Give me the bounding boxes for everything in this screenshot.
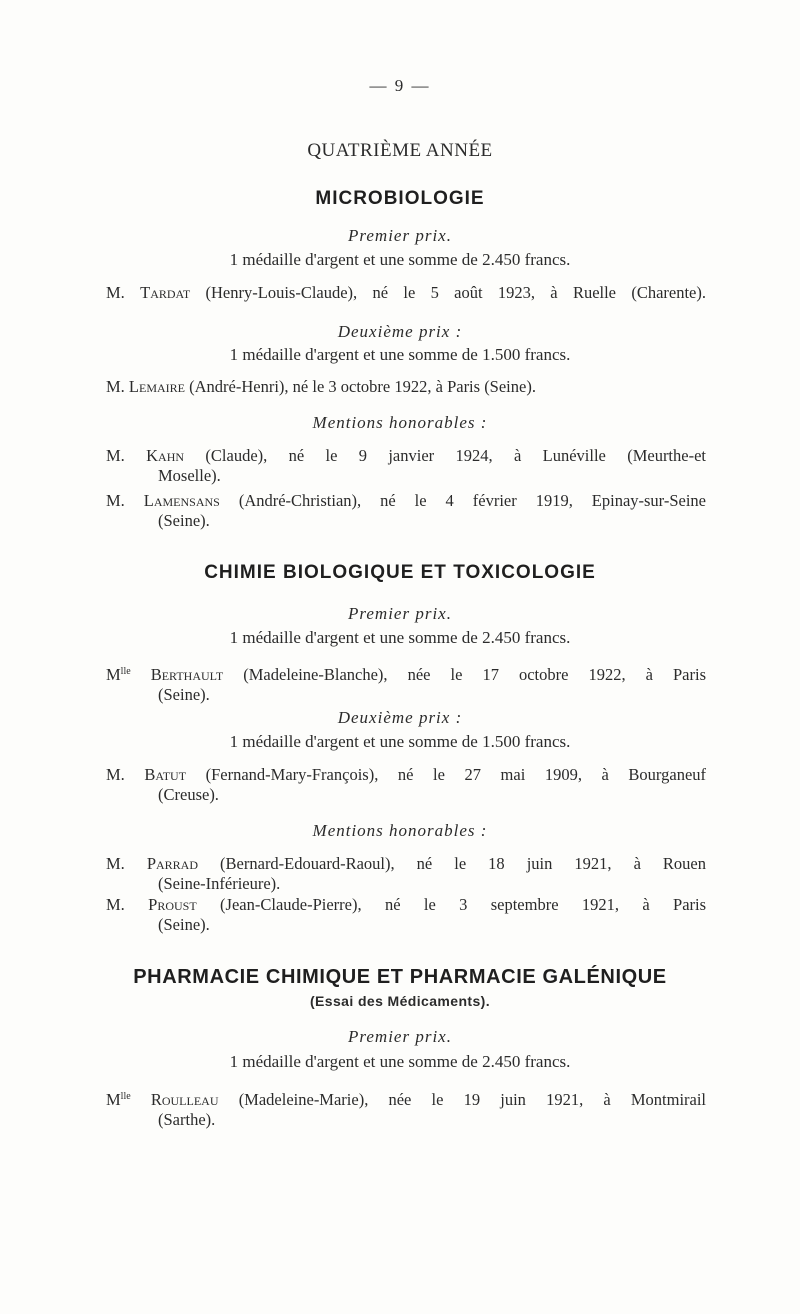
mentions-label: Mentions honorables : [312,821,488,840]
first-prize-label: Premier prix. [348,226,452,245]
winner-details: (Bernard-Edouard-Raoul), né le 18 juin 1921, à Rouen [220,854,706,873]
page-number: — 9 — [369,76,431,95]
winner-details-continued: (Seine-Inférieure). [158,874,281,893]
winner-title: M. [106,377,125,396]
mention-entry [106,854,706,894]
winner-details: (Madeleine-Blanche), née le 17 octobre 1922, à Paris [243,665,706,684]
winner-line [106,765,706,785]
winner-details: (Jean-Claude-Pierre), né le 3 septembre 1921, à Paris [220,895,707,914]
winner-details-continued: (Seine). [158,685,210,704]
first-prize-award: 1 médaille d'argent et une somme de 2.450 francs. [229,628,571,647]
winner-line [106,283,706,303]
winner-surname: Berthault [150,665,224,684]
winner-entry [106,662,706,705]
mention-line [106,491,706,511]
winner-details: (Henry-Louis-Claude), né le 5 août 1923, à Ruelle (Charente). [205,283,706,302]
section-title-pharmacie: PHARMACIE CHIMIQUE ET PHARMACIE GALÉNIQUE [133,966,667,988]
section-subtitle: (Essai des Médicaments). [310,993,490,1009]
winner-details-continued: (Seine). [158,915,210,934]
winner-line [106,1087,706,1110]
year-title: QUATRIÈME ANNÉE [307,140,493,161]
mention-line [106,895,706,915]
section-title-chimie-biologique: CHIMIE BIOLOGIQUE ET TOXICOLOGIE [204,562,596,583]
section-title-microbiologie: MICROBIOLOGIE [315,188,485,209]
winner-details: (Claude), né le 9 janvier 1924, à Lunéville (Meurthe-et [205,446,706,465]
winner-surname: Lamensans [143,491,220,510]
winner-details: (André-Christian), né le 4 février 1919, Epinay-sur-Seine [238,491,706,510]
winner-details: (Fernand-Mary-François), né le 27 mai 1909, à Bourganeuf [205,765,707,784]
second-prize-award: 1 médaille d'argent et une somme de 1.500 francs. [229,732,571,751]
winner-entry [106,377,706,397]
winner-title: M. [106,491,125,510]
first-prize-award: 1 médaille d'argent et une somme de 2.450 francs. [229,250,571,269]
winner-surname: Tardat [140,283,191,302]
first-prize-award: 1 médaille d'argent et une somme de 2.450 francs. [229,1052,571,1071]
mention-line [106,854,706,874]
mentions-label: Mentions honorables : [312,413,488,432]
mention-line [106,446,706,466]
winner-surname: Proust [148,895,197,914]
winner-details-continued: Moselle). [158,466,221,485]
second-prize-label: Deuxième prix : [337,708,463,727]
mention-entry [106,491,706,531]
mention-entry [106,895,706,935]
winner-title: M. [106,283,125,302]
second-prize-label: Deuxième prix : [337,322,463,341]
winner-surname: Parrad [146,854,199,873]
winner-surname: Lemaire [128,377,185,396]
title-superscript: lle [120,666,131,677]
winner-surname: Kahn [146,446,185,465]
winner-details-continued: (Sarthe). [158,1110,216,1129]
winner-details: (Madeleine-Marie), née le 19 juin 1921, à Montmirail [238,1090,707,1109]
title-superscript: lle [120,1091,131,1102]
winner-details-continued: (Creuse). [158,785,219,804]
winner-details-continued: (Seine). [158,511,210,530]
mention-entry [106,446,706,486]
winner-entry [106,283,706,303]
winner-entry [106,1087,706,1130]
winner-line [106,377,706,397]
winner-surname: Batut [144,765,187,784]
winner-title: M. [106,446,125,465]
winner-title: M. [106,895,125,914]
second-prize-award: 1 médaille d'argent et une somme de 1.500 francs. [229,345,571,364]
winner-entry [106,765,706,805]
first-prize-label: Premier prix. [348,1027,452,1046]
winner-line [106,662,706,685]
winner-details: (André-Henri), né le 3 octobre 1922, à Paris (Seine). [189,377,536,396]
winner-title: M. [106,854,125,873]
winner-surname: Roulleau [150,1090,219,1109]
winner-title: $M^{lle}$ [106,1090,131,1109]
winner-title: $M^{lle}$ [106,665,131,684]
first-prize-label: Premier prix. [348,604,452,623]
winner-title: M. [106,765,125,784]
